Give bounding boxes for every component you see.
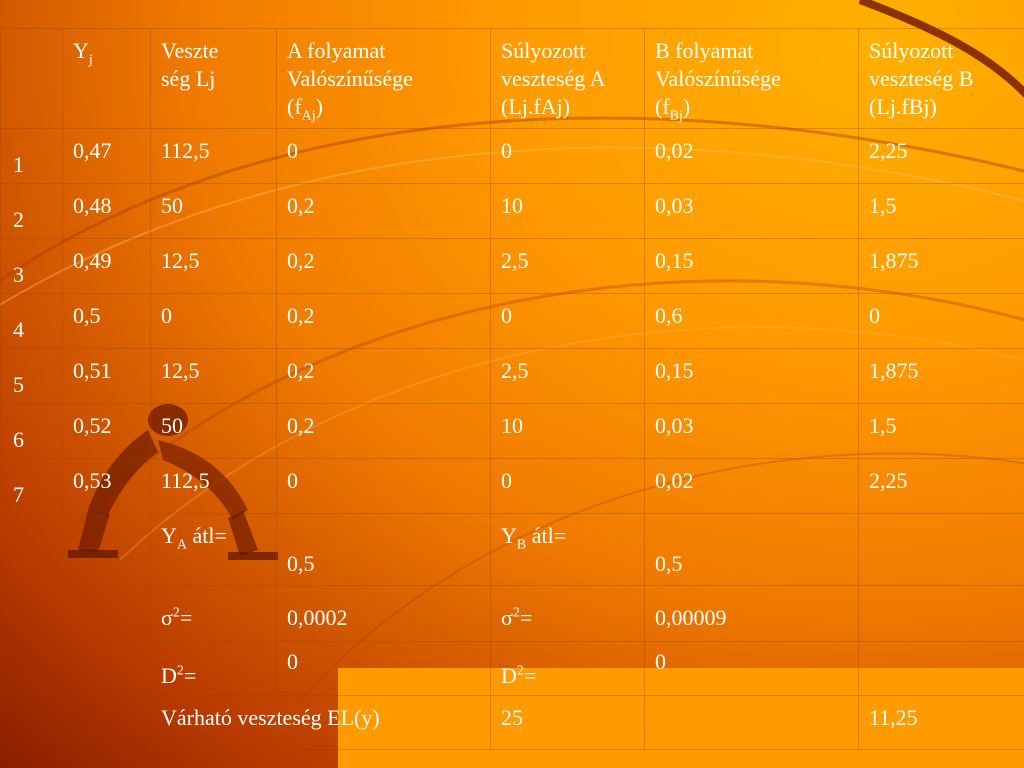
cell-prob-b: 0,03 (644, 183, 858, 238)
cell-weighted-b: 0 (858, 293, 1024, 348)
cell-prob-b: 0,6 (644, 293, 858, 348)
yb-avg-value: 0,5 (644, 513, 858, 585)
row-number: 7 (0, 458, 62, 513)
expected-loss-b: 11,25 (858, 695, 1024, 750)
sigma-a-label: $\sigma^2=$ (150, 585, 276, 641)
sigma-b-label: $\sigma^2=$ (490, 585, 644, 641)
cell-weighted-b: 1,875 (858, 238, 1024, 293)
cell-prob-a: 0 (276, 128, 490, 183)
cell-prob-a: 0 (276, 458, 490, 513)
header-prob-b: B folyamat Valószínűsége $(f_{Bj})$ (644, 28, 858, 128)
cell-weighted-a: 0 (490, 458, 644, 513)
d-a-value: 0 (276, 641, 490, 695)
cell-weighted-a: 10 (490, 183, 644, 238)
header-prob-a: A folyamat Valószínűsége $(f_{Aj})$ (276, 28, 490, 128)
ya-avg-value: 0,5 (276, 513, 490, 585)
cell-prob-a: 0,2 (276, 238, 490, 293)
row-number: 3 (0, 238, 62, 293)
ya-avg-label: $Y_A$ átl= (150, 513, 276, 585)
cell-yj: 0,5 (62, 293, 150, 348)
row-number: 6 (0, 403, 62, 458)
header-empty (0, 28, 62, 128)
cell-weighted-b: 2,25 (858, 128, 1024, 183)
d-b-label: $D^2=$ (490, 641, 644, 695)
cell-prob-a: 0,2 (276, 403, 490, 458)
header-weighted-a: Súlyozott veszteség A (Lj.fAj) (490, 28, 644, 128)
row-number: 1 (0, 128, 62, 183)
cell-loss: 112,5 (150, 458, 276, 513)
cell-prob-b: 0,15 (644, 238, 858, 293)
cell-prob-a: 0,2 (276, 183, 490, 238)
cell-loss: 112,5 (150, 128, 276, 183)
cell-weighted-b: 2,25 (858, 458, 1024, 513)
cell-loss: 50 (150, 183, 276, 238)
cell-prob-a: 0,2 (276, 348, 490, 403)
d-b-value: 0 (644, 641, 858, 695)
cell-prob-b: 0,02 (644, 128, 858, 183)
expected-loss-empty (644, 695, 858, 750)
cell-weighted-a: 0 (490, 128, 644, 183)
cell-prob-b: 0,15 (644, 348, 858, 403)
header-yj: $Y_j$ (62, 28, 150, 128)
cell-prob-b: 0,02 (644, 458, 858, 513)
summary-empty-1 (858, 513, 1024, 585)
d-a-label: $D^2=$ (150, 641, 276, 695)
cell-weighted-a: 2,5 (490, 238, 644, 293)
cell-weighted-a: 10 (490, 403, 644, 458)
cell-yj: 0,47 (62, 128, 150, 183)
cell-yj: 0,49 (62, 238, 150, 293)
cell-loss: 12,5 (150, 348, 276, 403)
cell-weighted-b: 1,875 (858, 348, 1024, 403)
cell-yj: 0,52 (62, 403, 150, 458)
cell-weighted-b: 1,5 (858, 403, 1024, 458)
summary-empty-2 (858, 585, 1024, 641)
cell-yj: 0,48 (62, 183, 150, 238)
cell-prob-a: 0,2 (276, 293, 490, 348)
expected-loss-a: 25 (490, 695, 644, 750)
summary-empty-3 (858, 641, 1024, 695)
cell-loss: 12,5 (150, 238, 276, 293)
row-number: 4 (0, 293, 62, 348)
cell-loss: 0 (150, 293, 276, 348)
cell-loss: 50 (150, 403, 276, 458)
row-number: 5 (0, 348, 62, 403)
cell-yj: 0,51 (62, 348, 150, 403)
cell-weighted-a: 2,5 (490, 348, 644, 403)
cell-prob-b: 0,03 (644, 403, 858, 458)
header-loss: Veszte ség Lj (150, 28, 276, 128)
sigma-a-value: 0,0002 (276, 585, 490, 641)
cell-weighted-a: 0 (490, 293, 644, 348)
expected-loss-label: Várható veszteség EL(y) (150, 695, 490, 750)
cell-weighted-b: 1,5 (858, 183, 1024, 238)
cell-yj: 0,53 (62, 458, 150, 513)
header-weighted-b: Súlyozott veszteség B (Lj.fBj) (858, 28, 1024, 128)
row-number: 2 (0, 183, 62, 238)
sigma-b-value: 0,00009 (644, 585, 858, 641)
yb-avg-label: $Y_B$ átl= (490, 513, 644, 585)
